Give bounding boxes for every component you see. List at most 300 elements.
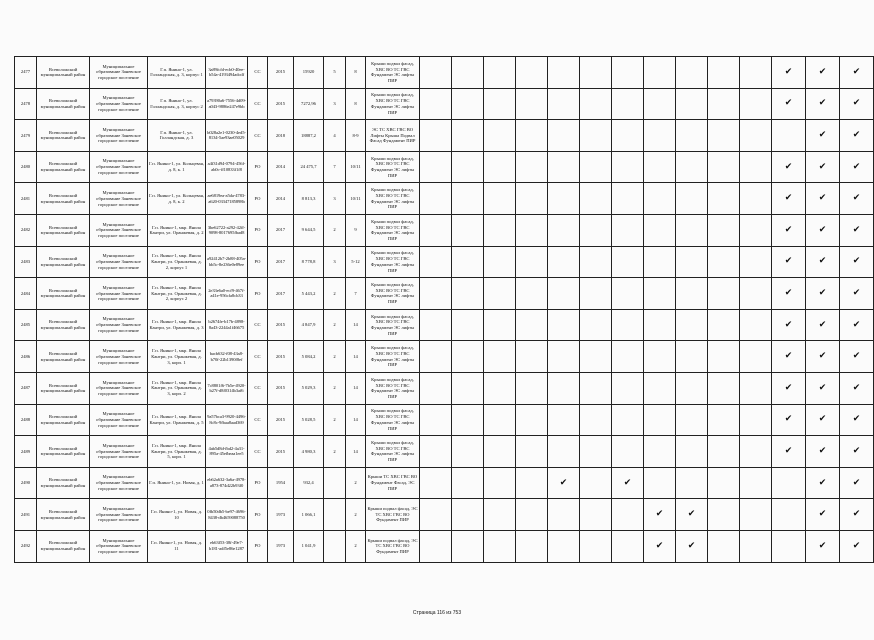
- checkmark-icon: ✔: [818, 193, 827, 204]
- works-list-cell: Крыши подвал фасад, ХВС ВО ТС ГВС Фундамент ЭС лифты ПИР: [366, 436, 420, 468]
- table-row: [15, 246, 874, 278]
- work-check-cell: [644, 246, 676, 278]
- row-number: 2481: [15, 183, 37, 215]
- row-number: 2492: [15, 530, 37, 562]
- table-row: [15, 309, 874, 341]
- work-check-cell: [452, 57, 484, 89]
- work-check-cell: [676, 436, 708, 468]
- year-cell: 2014: [268, 151, 294, 183]
- settlement-cell: Муниципальное образование Заневское городское поселение: [90, 467, 148, 499]
- work-check-cell: [676, 246, 708, 278]
- work-check-cell: [452, 404, 484, 436]
- entrances-cell: 5-12: [346, 246, 366, 278]
- building-code-cell: 2e33e6a0-ecf9-467f-a41e-956cfa8cb33: [206, 278, 248, 310]
- work-check-cell: [740, 183, 772, 215]
- works-list-cell: Крыши ТС ХВС ГВС ВО Фундамент Фасад, ЭС ПИР: [366, 467, 420, 499]
- work-check-cell: [708, 404, 740, 436]
- year-cell: 1973: [268, 499, 294, 531]
- work-check-cell: [708, 372, 740, 404]
- district-cell: Всеволожский муниципальный район: [37, 120, 90, 152]
- row-number: 2485: [15, 309, 37, 341]
- work-check-cell: [840, 57, 874, 89]
- work-check-cell: [840, 278, 874, 310]
- address-cell: Г.п. Янино-1, мкр. Янила Кантри, ул. Оранжевая, д. 2, корпус 2: [148, 278, 206, 310]
- work-check-cell: [806, 341, 840, 373]
- ownership-type-cell: СС: [248, 309, 268, 341]
- building-code-cell: a92412b7-2b88-405a-bb5c-8e236e0e89ee: [206, 246, 248, 278]
- works-list-cell: Крыши подвал фасад, ЭС ТС ХВС ГВС ВО Фундамент ПИР: [366, 530, 420, 562]
- work-check-cell: [516, 309, 548, 341]
- work-check-cell: [708, 214, 740, 246]
- work-check-cell: [806, 57, 840, 89]
- area-cell: 932,4: [294, 467, 324, 499]
- work-check-cell: [708, 120, 740, 152]
- area-cell: 1 041,9: [294, 530, 324, 562]
- year-cell: 2017: [268, 214, 294, 246]
- work-check-cell: [644, 120, 676, 152]
- work-check-cell: [452, 88, 484, 120]
- checkmark-icon: ✔: [818, 287, 827, 298]
- checkmark-icon: ✔: [818, 256, 827, 267]
- ownership-type-cell: РО: [248, 530, 268, 562]
- work-check-cell: [420, 499, 452, 531]
- district-cell: Всеволожский муниципальный район: [37, 246, 90, 278]
- work-check-cell: [644, 183, 676, 215]
- checkmark-icon: ✔: [818, 319, 827, 330]
- work-check-cell: [644, 309, 676, 341]
- work-check-cell: [420, 530, 452, 562]
- checkmark-icon: ✔: [852, 414, 861, 425]
- work-check-cell: [806, 214, 840, 246]
- work-check-cell: [548, 246, 580, 278]
- area-cell: 8 778,8: [294, 246, 324, 278]
- checkmark-icon: ✔: [852, 193, 861, 204]
- entrances-cell: 14: [346, 404, 366, 436]
- work-check-cell: [612, 120, 644, 152]
- work-check-cell: [420, 436, 452, 468]
- work-check-cell: [772, 151, 806, 183]
- work-check-cell: [516, 467, 548, 499]
- work-check-cell: [516, 530, 548, 562]
- row-number: 2484: [15, 278, 37, 310]
- year-cell: 2015: [268, 436, 294, 468]
- settlement-cell: Муниципальное образование Заневское городское поселение: [90, 183, 148, 215]
- work-check-cell: [806, 499, 840, 531]
- work-check-cell: [580, 183, 612, 215]
- building-code-cell: b028a2e1-0230-4ed5-8134-5ae93ae05029: [206, 120, 248, 152]
- ownership-type-cell: СС: [248, 120, 268, 152]
- checkmark-icon: ✔: [784, 287, 793, 298]
- year-cell: 2018: [268, 120, 294, 152]
- work-check-cell: [806, 151, 840, 183]
- checkmark-icon: ✔: [784, 382, 793, 393]
- work-check-cell: [772, 214, 806, 246]
- work-check-cell: [580, 436, 612, 468]
- area-cell: 18887,2: [294, 120, 324, 152]
- floors-cell: 2: [324, 372, 346, 404]
- work-check-cell: [644, 57, 676, 89]
- checkmark-icon: ✔: [852, 319, 861, 330]
- work-check-cell: [484, 246, 516, 278]
- checkmark-icon: ✔: [852, 161, 861, 172]
- entrances-cell: 2: [346, 530, 366, 562]
- checkmark-icon: ✔: [784, 319, 793, 330]
- year-cell: 2015: [268, 404, 294, 436]
- checkmark-icon: ✔: [852, 477, 861, 488]
- work-check-cell: [548, 214, 580, 246]
- work-check-cell: [806, 467, 840, 499]
- table-row: [15, 530, 874, 562]
- work-check-cell: [644, 214, 676, 246]
- work-check-cell: [612, 246, 644, 278]
- checkmark-icon: ✔: [784, 445, 793, 456]
- work-check-cell: [484, 278, 516, 310]
- entrances-cell: 2: [346, 467, 366, 499]
- work-check-cell: [516, 372, 548, 404]
- floors-cell: 3: [324, 88, 346, 120]
- table-row: [15, 499, 874, 531]
- page-footer: Страница 116 из 753: [412, 610, 462, 616]
- address-cell: Г.п. Янино-1, мкр. Янила Кантри, ул. Оранжевая, д. 5: [148, 404, 206, 436]
- checkmark-icon: ✔: [818, 414, 827, 425]
- row-number: 2489: [15, 436, 37, 468]
- checkmark-icon: ✔: [818, 382, 827, 393]
- checkmark-icon: ✔: [818, 161, 827, 172]
- work-check-cell: [580, 499, 612, 531]
- works-list-cell: Крыши подвал фасад, ХВС ВО ТС ГВС Фундамент ЭС лифты ПИР: [366, 404, 420, 436]
- district-cell: Всеволожский муниципальный район: [37, 183, 90, 215]
- work-check-cell: [612, 278, 644, 310]
- settlement-cell: Муниципальное образование Заневское городское поселение: [90, 341, 148, 373]
- district-cell: Всеволожский муниципальный район: [37, 467, 90, 499]
- work-check-cell: [740, 120, 772, 152]
- entrances-cell: 14: [346, 372, 366, 404]
- checkmark-icon: ✔: [852, 445, 861, 456]
- work-check-cell: [580, 214, 612, 246]
- table-row: [15, 151, 874, 183]
- work-check-cell: [806, 309, 840, 341]
- work-check-cell: [708, 278, 740, 310]
- work-check-cell: [484, 436, 516, 468]
- checkmark-icon: ✔: [784, 351, 793, 362]
- area-cell: 5 084,2: [294, 341, 324, 373]
- year-cell: 2015: [268, 341, 294, 373]
- area-cell: 4 847,9: [294, 309, 324, 341]
- work-check-cell: [420, 278, 452, 310]
- work-check-cell: [840, 151, 874, 183]
- ownership-type-cell: РО: [248, 278, 268, 310]
- work-check-cell: [452, 151, 484, 183]
- checkmark-icon: ✔: [559, 477, 568, 488]
- district-cell: Всеволожский муниципальный район: [37, 309, 90, 341]
- work-check-cell: [806, 530, 840, 562]
- work-check-cell: [708, 183, 740, 215]
- work-check-cell: [772, 404, 806, 436]
- work-check-cell: [708, 246, 740, 278]
- work-check-cell: [452, 436, 484, 468]
- work-check-cell: [644, 341, 676, 373]
- area-cell: 9 644,5: [294, 214, 324, 246]
- work-check-cell: [580, 341, 612, 373]
- area-cell: 5 029,3: [294, 372, 324, 404]
- work-check-cell: [548, 88, 580, 120]
- work-check-cell: [740, 404, 772, 436]
- building-code-cell: ae6819ea-a5da-4783-a620-03347185898b: [206, 183, 248, 215]
- work-check-cell: [580, 309, 612, 341]
- checkmark-icon: ✔: [687, 540, 696, 551]
- work-check-cell: [740, 214, 772, 246]
- checkmark-icon: ✔: [784, 224, 793, 235]
- work-check-cell: [420, 372, 452, 404]
- work-check-cell: [612, 372, 644, 404]
- work-check-cell: [772, 57, 806, 89]
- floors-cell: [324, 467, 346, 499]
- works-list-cell: Крыши подвал фасад, ХВС ВО ТС ГВС Фундамент ЭС лифты ПИР: [366, 341, 420, 373]
- work-check-cell: [484, 88, 516, 120]
- entrances-cell: 10/11: [346, 151, 366, 183]
- work-check-cell: [708, 151, 740, 183]
- year-cell: 2015: [268, 309, 294, 341]
- building-code-cell: 9a57bca3-9920-4496-8c8c-9fbaa8aad369: [206, 404, 248, 436]
- register-table: [14, 56, 874, 563]
- district-cell: Всеволожский муниципальный район: [37, 341, 90, 373]
- work-check-cell: [580, 57, 612, 89]
- checkmark-icon: ✔: [852, 351, 861, 362]
- checkmark-icon: ✔: [818, 129, 827, 140]
- work-check-cell: [644, 151, 676, 183]
- floors-cell: 3: [324, 246, 346, 278]
- work-check-cell: [644, 467, 676, 499]
- work-check-cell: [740, 151, 772, 183]
- work-check-cell: [644, 499, 676, 531]
- floors-cell: 2: [324, 278, 346, 310]
- year-cell: 2015: [268, 88, 294, 120]
- work-check-cell: [708, 499, 740, 531]
- year-cell: 2015: [268, 57, 294, 89]
- work-check-cell: [452, 372, 484, 404]
- work-check-cell: [708, 436, 740, 468]
- year-cell: 2014: [268, 183, 294, 215]
- checkmark-icon: ✔: [852, 129, 861, 140]
- work-check-cell: [548, 404, 580, 436]
- work-check-cell: [420, 151, 452, 183]
- checkmark-icon: ✔: [818, 509, 827, 520]
- work-check-cell: [420, 467, 452, 499]
- work-check-cell: [580, 88, 612, 120]
- work-check-cell: [612, 183, 644, 215]
- row-number: 2477: [15, 57, 37, 89]
- work-check-cell: [676, 372, 708, 404]
- area-cell: 4 980,3: [294, 436, 324, 468]
- address-cell: Г.п. Янино-1, ул. Новая, д. 11: [148, 530, 206, 562]
- work-check-cell: [516, 404, 548, 436]
- work-check-cell: [806, 278, 840, 310]
- building-code-cell: bacb632-f08-43a8-b70f-22b1390f8ef: [206, 341, 248, 373]
- work-check-cell: [740, 88, 772, 120]
- work-check-cell: [708, 467, 740, 499]
- work-check-cell: [840, 436, 874, 468]
- work-check-cell: [548, 309, 580, 341]
- entrances-cell: 14: [346, 309, 366, 341]
- work-check-cell: [772, 499, 806, 531]
- work-check-cell: [840, 88, 874, 120]
- works-list-cell: Крыши подвал фасад, ХВС ВО ТС ГВС Фундамент ЭС лифты ПИР: [366, 246, 420, 278]
- district-cell: Всеволожский муниципальный район: [37, 151, 90, 183]
- works-list-cell: Крыши подвал фасад, ХВС ВО ТС ГВС Фундамент ЭС лифты ПИР: [366, 278, 420, 310]
- work-check-cell: [580, 246, 612, 278]
- work-check-cell: [772, 88, 806, 120]
- work-check-cell: [580, 404, 612, 436]
- work-check-cell: [840, 467, 874, 499]
- area-cell: 15920: [294, 57, 324, 89]
- checkmark-icon: ✔: [852, 224, 861, 235]
- work-check-cell: [548, 372, 580, 404]
- row-number: 2486: [15, 341, 37, 373]
- table-row: [15, 372, 874, 404]
- work-check-cell: [708, 530, 740, 562]
- table-row: [15, 404, 874, 436]
- building-code-cell: 0fb50db5-be97-4696-8438-db4659088750: [206, 499, 248, 531]
- area-cell: 1 066,1: [294, 499, 324, 531]
- district-cell: Всеволожский муниципальный район: [37, 214, 90, 246]
- year-cell: 2015: [268, 372, 294, 404]
- work-check-cell: [452, 467, 484, 499]
- ownership-type-cell: СС: [248, 404, 268, 436]
- district-cell: Всеволожский муниципальный район: [37, 436, 90, 468]
- work-check-cell: [676, 467, 708, 499]
- work-check-cell: [548, 151, 580, 183]
- floors-cell: 4: [324, 120, 346, 152]
- checkmark-icon: ✔: [852, 287, 861, 298]
- row-number: 2490: [15, 467, 37, 499]
- work-check-cell: [806, 183, 840, 215]
- work-check-cell: [548, 530, 580, 562]
- work-check-cell: [676, 183, 708, 215]
- work-check-cell: [484, 309, 516, 341]
- work-check-cell: [612, 214, 644, 246]
- work-check-cell: [484, 467, 516, 499]
- address-cell: Г.п. Янино-1, мкр. Янила Кантри, ул. Оранжевая, д. 2, корпус 1: [148, 246, 206, 278]
- work-check-cell: [772, 120, 806, 152]
- address-cell: Г.п. Янино-1, мкр. Янила Кантри, ул. Оранжевая, д. 3: [148, 309, 206, 341]
- row-number: 2482: [15, 214, 37, 246]
- checkmark-icon: ✔: [818, 351, 827, 362]
- work-check-cell: [484, 120, 516, 152]
- work-check-cell: [516, 499, 548, 531]
- ownership-type-cell: СС: [248, 372, 268, 404]
- work-check-cell: [452, 214, 484, 246]
- checkmark-icon: ✔: [852, 256, 861, 267]
- settlement-cell: Муниципальное образование Заневское городское поселение: [90, 57, 148, 89]
- work-check-cell: [548, 436, 580, 468]
- checkmark-icon: ✔: [852, 66, 861, 77]
- ownership-type-cell: РО: [248, 467, 268, 499]
- work-check-cell: [612, 88, 644, 120]
- table-row: [15, 278, 874, 310]
- building-code-cell: eb62a632-3a6a-4978-a873-874d22b93f0: [206, 467, 248, 499]
- district-cell: Всеволожский муниципальный район: [37, 404, 90, 436]
- ownership-type-cell: РО: [248, 183, 268, 215]
- work-check-cell: [420, 404, 452, 436]
- work-check-cell: [676, 499, 708, 531]
- entrances-cell: 8: [346, 88, 366, 120]
- address-cell: Г.п. Янино-1, ул. Новая, д. 10: [148, 499, 206, 531]
- work-check-cell: [484, 151, 516, 183]
- work-check-cell: [840, 372, 874, 404]
- checkmark-icon: ✔: [852, 382, 861, 393]
- table-row: [15, 183, 874, 215]
- work-check-cell: [772, 246, 806, 278]
- works-list-cell: ЭС ТС ХВС ГВС ВО Лифты Крыша Подвал Фасад Фундамент ПИР: [366, 120, 420, 152]
- settlement-cell: Муниципальное образование Заневское городское поселение: [90, 88, 148, 120]
- works-list-cell: Крыши подвал фасад, ХВС ВО ТС ГВС Фундамент ЭС лифты ПИР: [366, 151, 420, 183]
- table-row: [15, 120, 874, 152]
- year-cell: 2017: [268, 246, 294, 278]
- work-check-cell: [840, 183, 874, 215]
- work-check-cell: [840, 120, 874, 152]
- floors-cell: 5: [324, 57, 346, 89]
- work-check-cell: [580, 372, 612, 404]
- work-check-cell: [548, 57, 580, 89]
- row-number: 2479: [15, 120, 37, 152]
- address-cell: Г.п. Янино-1, ул. Голландская, д. 3, корпус 1: [148, 57, 206, 89]
- work-check-cell: [840, 530, 874, 562]
- table-row: [15, 436, 874, 468]
- ownership-type-cell: СС: [248, 436, 268, 468]
- checkmark-icon: ✔: [784, 256, 793, 267]
- ownership-type-cell: СС: [248, 57, 268, 89]
- work-check-cell: [772, 309, 806, 341]
- ownership-type-cell: РО: [248, 214, 268, 246]
- ownership-type-cell: РО: [248, 499, 268, 531]
- checkmark-icon: ✔: [818, 445, 827, 456]
- work-check-cell: [484, 499, 516, 531]
- work-check-cell: [420, 246, 452, 278]
- work-check-cell: [612, 436, 644, 468]
- district-cell: Всеволожский муниципальный район: [37, 372, 90, 404]
- work-check-cell: [806, 120, 840, 152]
- work-check-cell: [516, 183, 548, 215]
- work-check-cell: [644, 436, 676, 468]
- work-check-cell: [516, 246, 548, 278]
- works-list-cell: Крыши подвал фасад, ХВС ВО ТС ГВС Фундамент ЭС лифты ПИР: [366, 214, 420, 246]
- work-check-cell: [452, 183, 484, 215]
- work-check-cell: [484, 372, 516, 404]
- floors-cell: 2: [324, 309, 346, 341]
- register-body: [15, 57, 874, 563]
- row-number: 2487: [15, 372, 37, 404]
- work-check-cell: [548, 341, 580, 373]
- work-check-cell: [676, 151, 708, 183]
- settlement-cell: Муниципальное образование Заневское городское поселение: [90, 372, 148, 404]
- checkmark-icon: ✔: [852, 540, 861, 551]
- work-check-cell: [452, 530, 484, 562]
- work-check-cell: [772, 183, 806, 215]
- checkmark-icon: ✔: [818, 66, 827, 77]
- work-check-cell: [580, 530, 612, 562]
- work-check-cell: [420, 120, 452, 152]
- checkmark-icon: ✔: [784, 414, 793, 425]
- work-check-cell: [516, 214, 548, 246]
- floors-cell: 2: [324, 214, 346, 246]
- address-cell: Г.п. Янино-1, ул. Голландская, д. 3: [148, 120, 206, 152]
- building-code-cell: eb63f53-38f-49e7-b181-adf5e86e1287: [206, 530, 248, 562]
- work-check-cell: [548, 183, 580, 215]
- work-check-cell: [548, 120, 580, 152]
- work-check-cell: [548, 499, 580, 531]
- work-check-cell: [840, 214, 874, 246]
- district-cell: Всеволожский муниципальный район: [37, 499, 90, 531]
